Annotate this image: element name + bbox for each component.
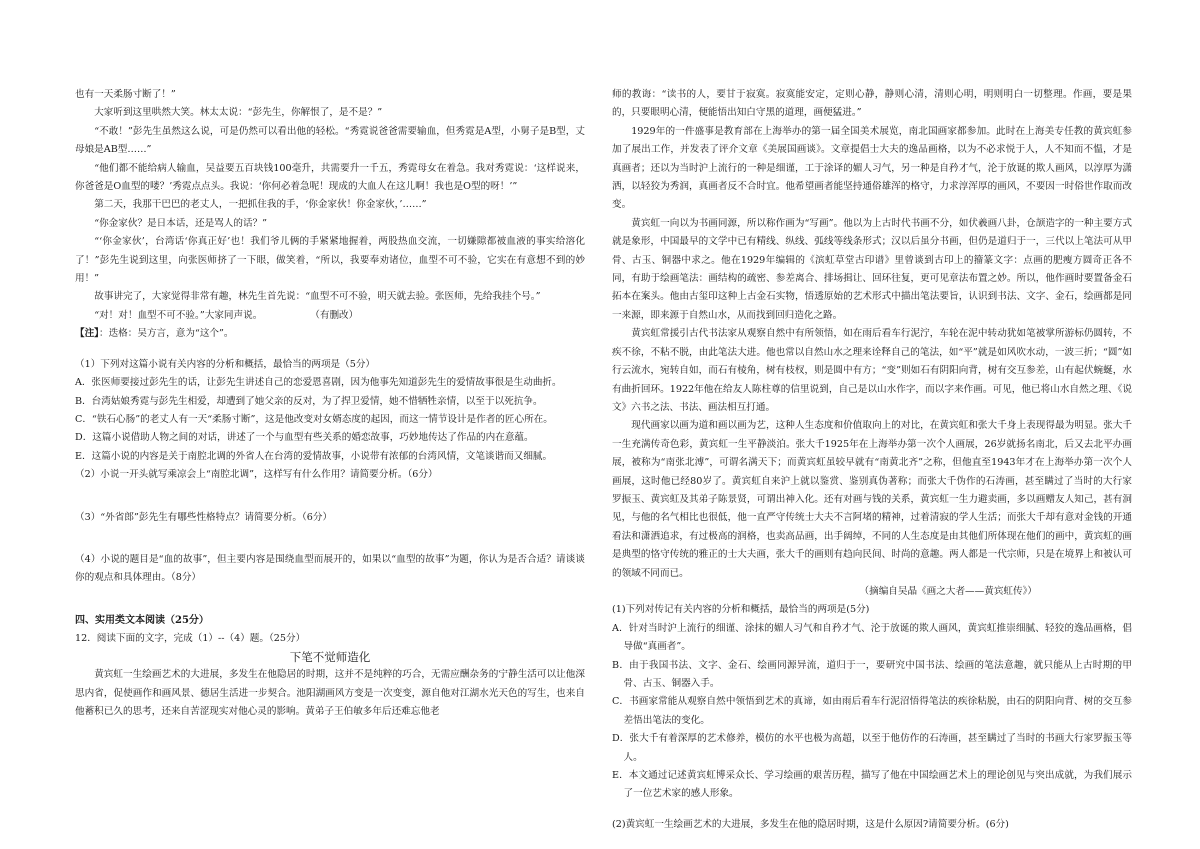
left-column: [75, 86, 585, 721]
article-paragraph: 黄宾虹一向以为书画同源，所以称作画为“写画”。他以为上古时代书画不分，如伏羲画八卦，仓颉造字的一种主要方式就是象形，中国最早的文学中已有精线、纵线、弧线等线条形式；汉以后虽分书画，但仍是道归于一，三代以上笔法可从甲骨、古玉、铜器中求之。他在1929年编辑的《滨虹草堂古印谱》里曾谈到古印上的籀篆文字：点画的肥瘦方圆奇正各不同，有助于绘画笔法：画结构的疏密、参差离合、排场揖让、回环往复，更可见章法布置之妙。所以，他作画时要置备金石拓本在案头。他由古玺印这种上古金石实物，悟透原始的艺术形式中描出笔法要旨，认识到书法、文字、金石，绘画都是同一来源，即来源于自然山水，从而找到回归造化之路。: [612, 217, 1132, 321]
option-b: B．由于我国书法、文字、金石、绘画同源异流，道归于一，要研究中国书法、绘画的笔法意趣，就只能从上古时期的甲骨、古玉、铜器入手。: [612, 659, 1132, 689]
article-paragraph: 现代画家以画为道和画以画为艺，这种人生态度和价值取向上的对比，在黄宾虹和张大千身上表现得最为明显。张大千一生充满传奇色彩，黄宾虹一生平静淡泊。张大千1925年在上海举办第一次个人画展，26岁就扬名南北，后又去北平办画展，被称为“南张北溥”，可谓名满天下；而黄宾虹虽较早就有“南黄北齐”之称，但他直至1943年才在上海举办第一次个人画展，这时他已经80岁了。黄宾虹自来沪上就以鉴赏、鉴别真伪著称；而张大千伪作的石涛画，甚至瞒过了当时的大行家罗振玉、黄宾虹及其弟子陈景贤，可谓出神入化。还有对画与钱的关系，黄宾虹一生力避卖画，多以画赠友人知己，甚有洞见，与他的名气相比也很低，他一直严守传统士大夫不言阿堵的精神，过着清寂的学人生活；而张大千却有意对金钱的开通看法和潇洒追求，有过极高的润格，也卖高品画，出手阔绰，不同的人生态度是由其他们所体现在他们的画中，黄宾虹的画是典型的恪守传统的雅正的士大夫画，张大千的画则有趋向民间、时尚的意趣。两人都是一代宗师，只是在境界上和被认可的领域不同而已。: [612, 420, 1132, 579]
article-title: 下笔不觉师造化: [289, 650, 371, 665]
option-c: C．书画家常能从观察自然中领悟到艺术的真谛，如由雨后看车行泥沼悟得笔法的疾徐粘脱，由石的阴阳向背、树的交互参差悟出笔法的变化。: [612, 696, 1132, 726]
question-1: （1）下列对这篇小说有关内容的分析和概括，最恰当的两项是（5分）: [75, 358, 376, 370]
question-12: 12．阅读下面的文字，完成（1）--（4）题。（25分）: [75, 632, 306, 644]
option-d: D．张大千有着深厚的艺术修养，模仿的水平也极为高超，以至于他仿作的石涛画，甚至瞒过了当时的书画大行家罗振玉等人。: [612, 733, 1132, 763]
article-paragraph: 黄宾虹常援引古代书法家从观察自然中有所领悟，如在雨后看车行泥泞，车轮在泥中转动犹如笔被掌所游标仍圆转，不疾不徐，不粘不脱，由此笔法大进。他也常以自然山水之理来诠释自己的笔法，如“平”就是如风吹水动，一波三折；“圆”如行云流水，宛转自如，而石有棱角，树有枝杈，则是圆中有方；“变”则如石有阴阳向背，树有交互参差，山有起伏蜿蜒，水有曲折回环。1922年他在给友人陈柱尊的信里说到，自己是以山水作字，而以字来作画。可见，他已将山水自然之理、《说文》六书之法、书法、画法相互打通。: [612, 328, 1132, 413]
article-paragraph: 1929年的一件盛事是教育部在上海举办的第一届全国美术展览，南北国画家都参加。此时在上海美专任教的黄宾虹参加了展出工作，并发表了评介文章《美展国画谈》。文章提倡士大夫的逸品画格，以为不必求悦于人，人不知而不愠，才是真画者；还以为当时沪上流行的一种是细谨，工于涂译的媚人习气，另一种是自矜才气，沦于放诞的欺人画风，以淳厚为潇洒，以轻狡为秀润，真画者反不合时宜。他希望画者能坚持通俗雄浑的格守，力求淳浑厚的画风，不要因一时俗世作取而改变。: [612, 125, 1132, 211]
section-heading: 四、实用类文本阅读（25分）: [75, 614, 209, 626]
question-1: (1)下列对传记有关内容的分析和概括，最恰当的两项是(5分): [612, 604, 870, 616]
annotation-text: ：迭格：吴方言，意为“这个”。: [98, 328, 234, 340]
article-paragraph: 黄宾虹一生绘画艺术的大进展，多发生在他隐居的时期，这并不是纯粹的巧合，无需应酬杂务的宁静生活可以让他深思内省，促使画作和画风景、德居生活进一步契合。池阳湖画风方变是一次变变，源自他对江湖水光天色的写生，也来自他蓄积已久的思考，还来自苦涩现实对他心灵的影响。黄弟子王伯敏多年后还难忘他老: [75, 669, 585, 717]
question-4: （4）小说的题目是“血的故事”，但主要内容是围绕血型而展开的，如果以“血型的故事”为题，你认为是否合适？请谈谈你的观点和具体理由。（8分）: [75, 553, 585, 584]
question-3: （3）“外省郎”彭先生有哪些性格特点？请简要分析。（6分）: [75, 511, 333, 523]
option-b: B．台湾姑娘秀霓与彭先生相爱，却遭到了她父亲的反对，为了捍卫爱情，她不惜牺牲亲情，以至于以死抗争。: [75, 395, 543, 407]
source-citation: （摘编自吴晶《画之大者——黄宾虹传》）: [859, 585, 1037, 597]
story-paragraph: “他们都不能给病人输血，吴益要五百块钱100毫升，共需要升一千五，秀霓母女在着急。我对秀霓说：‘这样说来，你爸爸是O血型的喽？’秀霓点点头。我说：‘你何必着急呢！现成的大血人在这儿啊！我也是O型的呀！’”: [75, 162, 585, 193]
story-paragraph: 第二天，我那干巴巴的老丈人，一把抓住我的手，‘你金家伙！你金家伙，’……”: [94, 199, 427, 211]
story-paragraph: 故事讲完了，大家觉得非常有趣，林先生首先说：“血型不可不验，明天就去验。张医师，先给我挂个号。”: [94, 291, 541, 303]
option-a: A．张医师要接过彭先生的话，让彭先生讲述自己的恋爱恩喜剧，因为他事先知道彭先生的爱情故事很是生动曲折。: [75, 377, 562, 389]
story-text: “对！对！血型不可不验。”大家同声说。: [94, 309, 258, 321]
annotation: [75, 325, 585, 343]
option-e: E．本文通过记述黄宾虹博采众长、学习绘画的艰苦历程，描写了他在中国绘画艺术上的理论创见与突出成就，为我们展示了一位艺术家的感人形象。: [612, 770, 1132, 800]
source-note: （有删改）: [315, 309, 359, 321]
question-2: （2）小说一开头就写乘凉会上“南腔北调”，这样写有什么作用？请简要分析。（6分）: [75, 469, 438, 481]
story-paragraph: “不敢！”彭先生虽然这么说，可是仍然可以看出他的轻松。“秀霓说爸爸需要输血，但秀霓是A型，小舅子是B型，丈母娘是AB型……”: [75, 125, 585, 156]
option-d: D．这篇小说借助人物之间的对话，讲述了一个与血型有些关系的婚恋故事，巧妙地传达了作品的内在意蕴。: [75, 432, 534, 444]
option-a: A．针对当时沪上流行的细谨、涂抹的媚人习气和自矜才气、沦于放诞的欺人画风，黄宾虹推崇细腻、轻狡的逸品画格，倡导做“真画者”。: [612, 622, 1132, 653]
story-paragraph: “‘你金家伙’，台湾话‘你真正好’也！我们爷儿俩的手紧紧地握着，两股热血交流，一切嫌隙都被血液的事实给溶化了！”彭先生说到这里，向张医师挤了一下眼，做笑着，“所以，我要奉劝诸位，血型不可不验，它实在有意想不到的妙用！”: [75, 236, 585, 285]
story-paragraph: [75, 307, 585, 325]
story-paragraph: 大家听到这里哄然大笑。林太太说：“彭先生，你解恨了，是不是？”: [94, 107, 383, 119]
option-e: E．这篇小说的内容是关于南腔北调的外省人在台湾的爱情故事，小说带有浓郁的台湾风情，文笔谈谐而又细腻。: [75, 450, 553, 462]
right-column: [612, 86, 1132, 834]
story-paragraph: 也有一天柔肠寸断了！”: [75, 89, 176, 100]
annotation-label: 【注】: [75, 328, 99, 340]
article-paragraph: 师的教诲：“读书的人，要甘于寂寞。寂寞能安定，定则心静，静则心清，清则心明，明则明白一切整理。作画，要是果的，只要眼明心清，便能悟出知白守黑的道理，画便猛进。”: [612, 89, 1132, 119]
story-paragraph: “你金家伙？是日本话，还是骂人的话？”: [94, 217, 268, 229]
question-2: (2)黄宾虹一生绘画艺术的大进展，多发生在他的隐居时期，这是什么原因?请简要分析。(6分): [612, 818, 1009, 830]
option-c: C．“铁石心肠”的老丈人有一天“柔肠寸断”，这是他改变对女婿态度的起因，而这一情节设计是作者的匠心所在。: [75, 413, 553, 425]
